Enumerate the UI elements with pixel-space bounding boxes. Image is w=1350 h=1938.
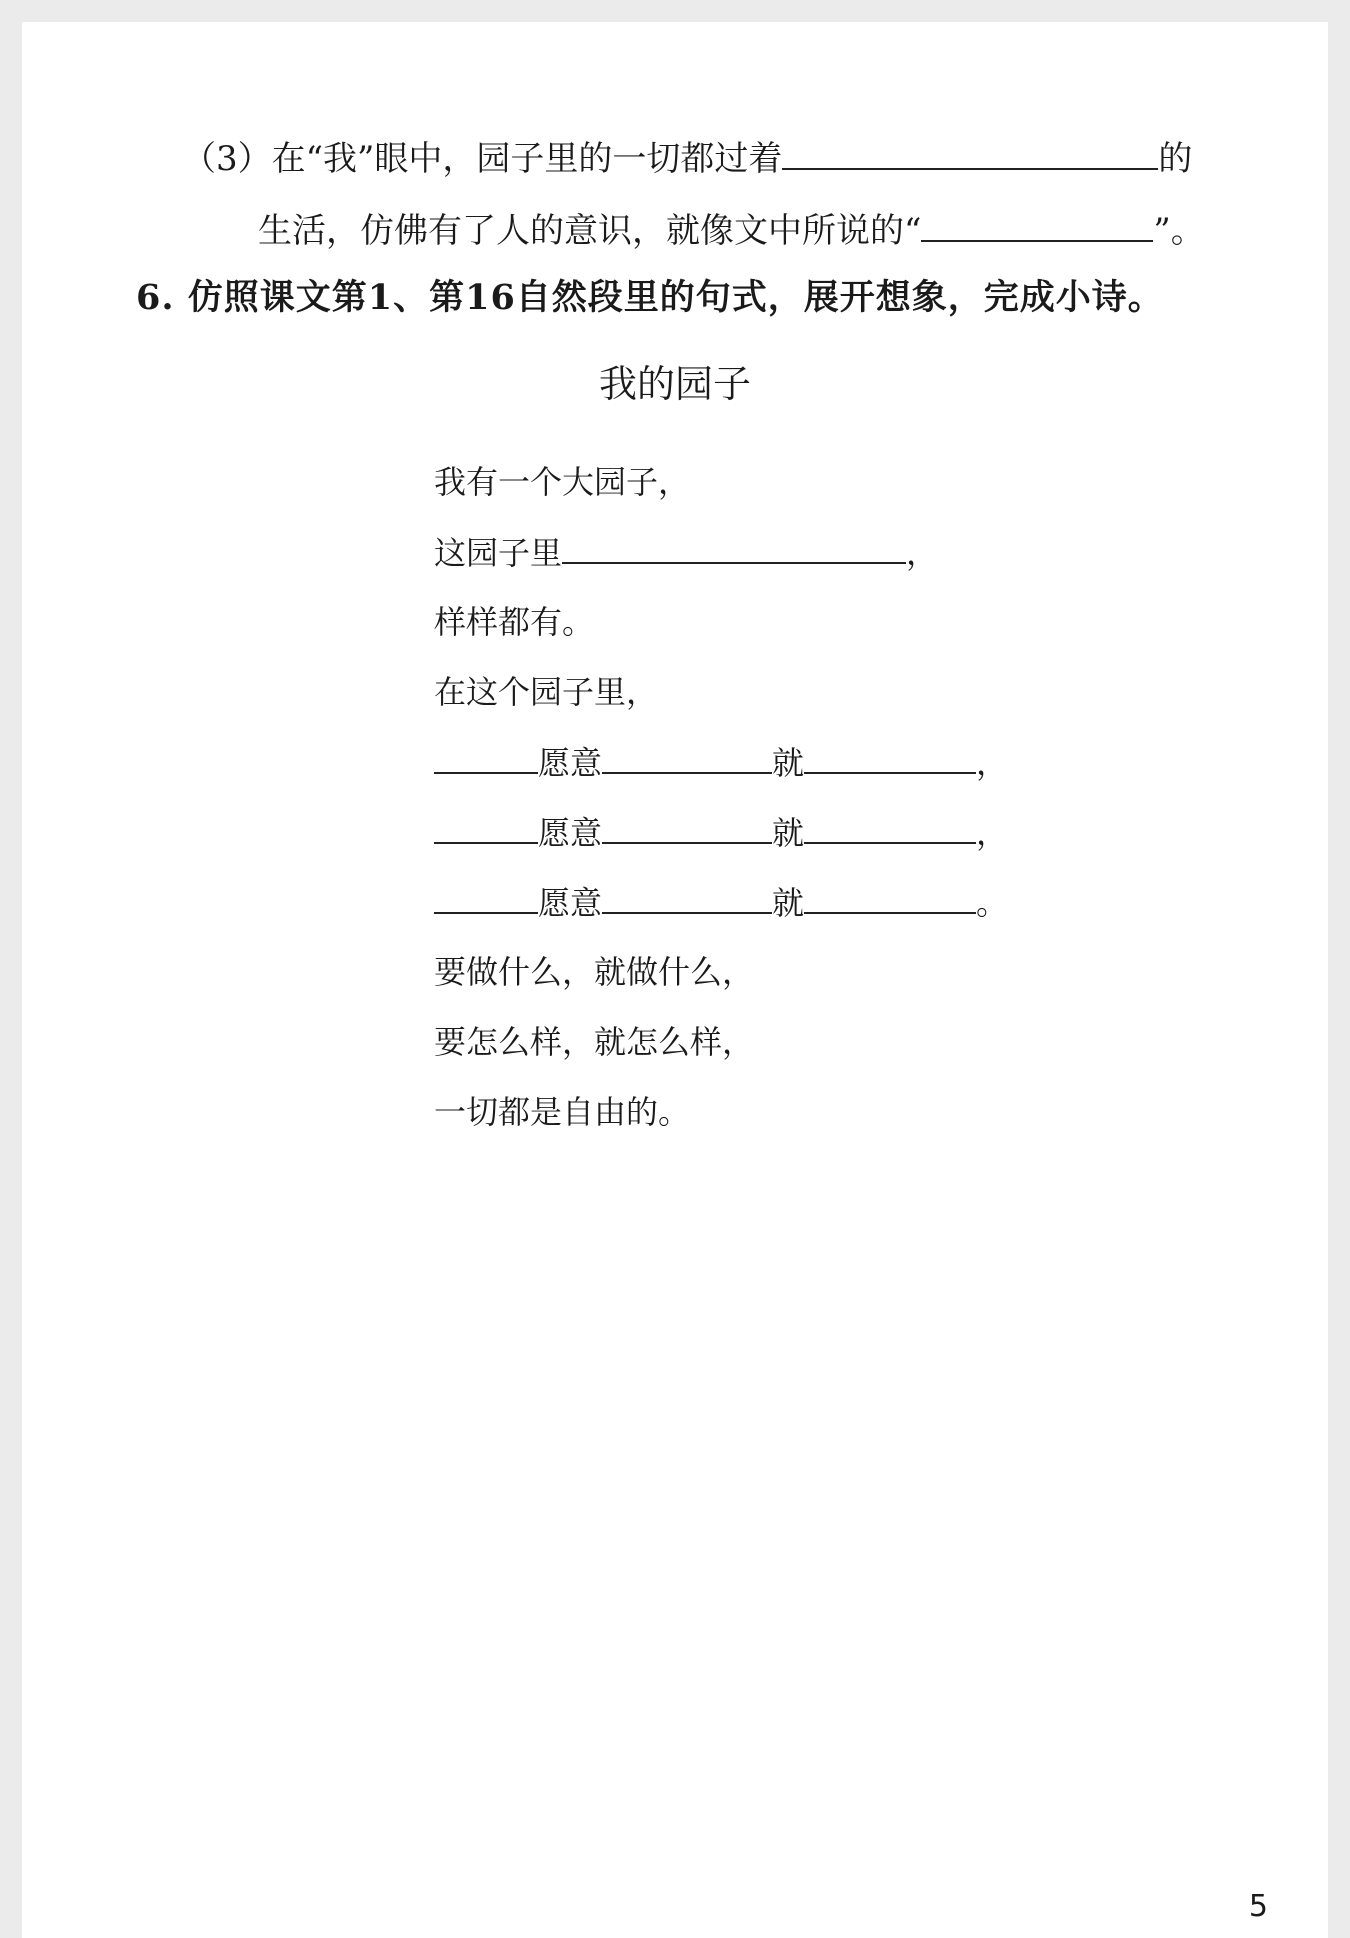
poem-word-willing: 愿意 [538, 884, 603, 922]
poem-line-1: 我有一个大园子， [434, 463, 691, 501]
poem-line-9: 要怎么样，就怎么样， [434, 1023, 755, 1061]
poem-row-end: ， [976, 744, 1009, 782]
q6-number: 6. [136, 277, 175, 318]
page-number: 5 [1248, 1889, 1268, 1924]
poem-repeat-row [434, 742, 1008, 783]
q5-3-text-1: 在“我”眼中，园子里的一切都过着 [271, 139, 783, 179]
q5-3-line1 [182, 138, 1192, 179]
poem-row-end: 。 [976, 884, 1009, 922]
q6-instruction [136, 278, 1164, 318]
poem-line-4: 在这个园子里， [434, 673, 659, 711]
q5-3-line2 [258, 210, 1205, 251]
answer-blank[interactable] [804, 742, 976, 774]
answer-blank[interactable] [562, 532, 906, 564]
poem-line-2-end: ， [906, 534, 939, 572]
poem-word-willing: 愿意 [538, 744, 603, 782]
poem-line-8: 要做什么，就做什么， [434, 953, 755, 991]
poem-line-3: 样样都有。 [434, 603, 595, 641]
answer-blank[interactable] [434, 742, 538, 774]
poem-word-then: 就 [772, 744, 805, 782]
poem-line-10: 一切都是自由的。 [434, 1093, 691, 1131]
answer-blank[interactable] [434, 882, 538, 914]
answer-blank[interactable] [804, 812, 976, 844]
poem-line-2 [434, 532, 938, 573]
poem-repeat-row [434, 812, 1008, 853]
q5-3-text-2: 的 [1158, 139, 1193, 179]
q5-3-number: （3） [182, 139, 272, 179]
poem-title: 我的园子 [598, 362, 751, 406]
answer-blank[interactable] [602, 882, 772, 914]
answer-blank[interactable] [602, 742, 772, 774]
poem-line-2-text: 这园子里 [434, 534, 563, 572]
answer-blank[interactable] [921, 210, 1153, 242]
poem-word-then: 就 [772, 884, 805, 922]
q5-3-text-4: ”。 [1153, 211, 1205, 251]
q5-3-text-3: 生活，仿佛有了人的意识，就像文中所说的“ [258, 211, 922, 251]
poem-row-end: ， [976, 814, 1009, 852]
answer-blank[interactable] [602, 812, 772, 844]
answer-blank[interactable] [782, 138, 1158, 170]
poem-word-willing: 愿意 [538, 814, 603, 852]
poem-repeat-row [434, 882, 1008, 923]
q6-text: 仿照课文第1、第16自然段里的句式，展开想象，完成小诗。 [187, 277, 1164, 318]
answer-blank[interactable] [434, 812, 538, 844]
poem-word-then: 就 [772, 814, 805, 852]
answer-blank[interactable] [804, 882, 976, 914]
